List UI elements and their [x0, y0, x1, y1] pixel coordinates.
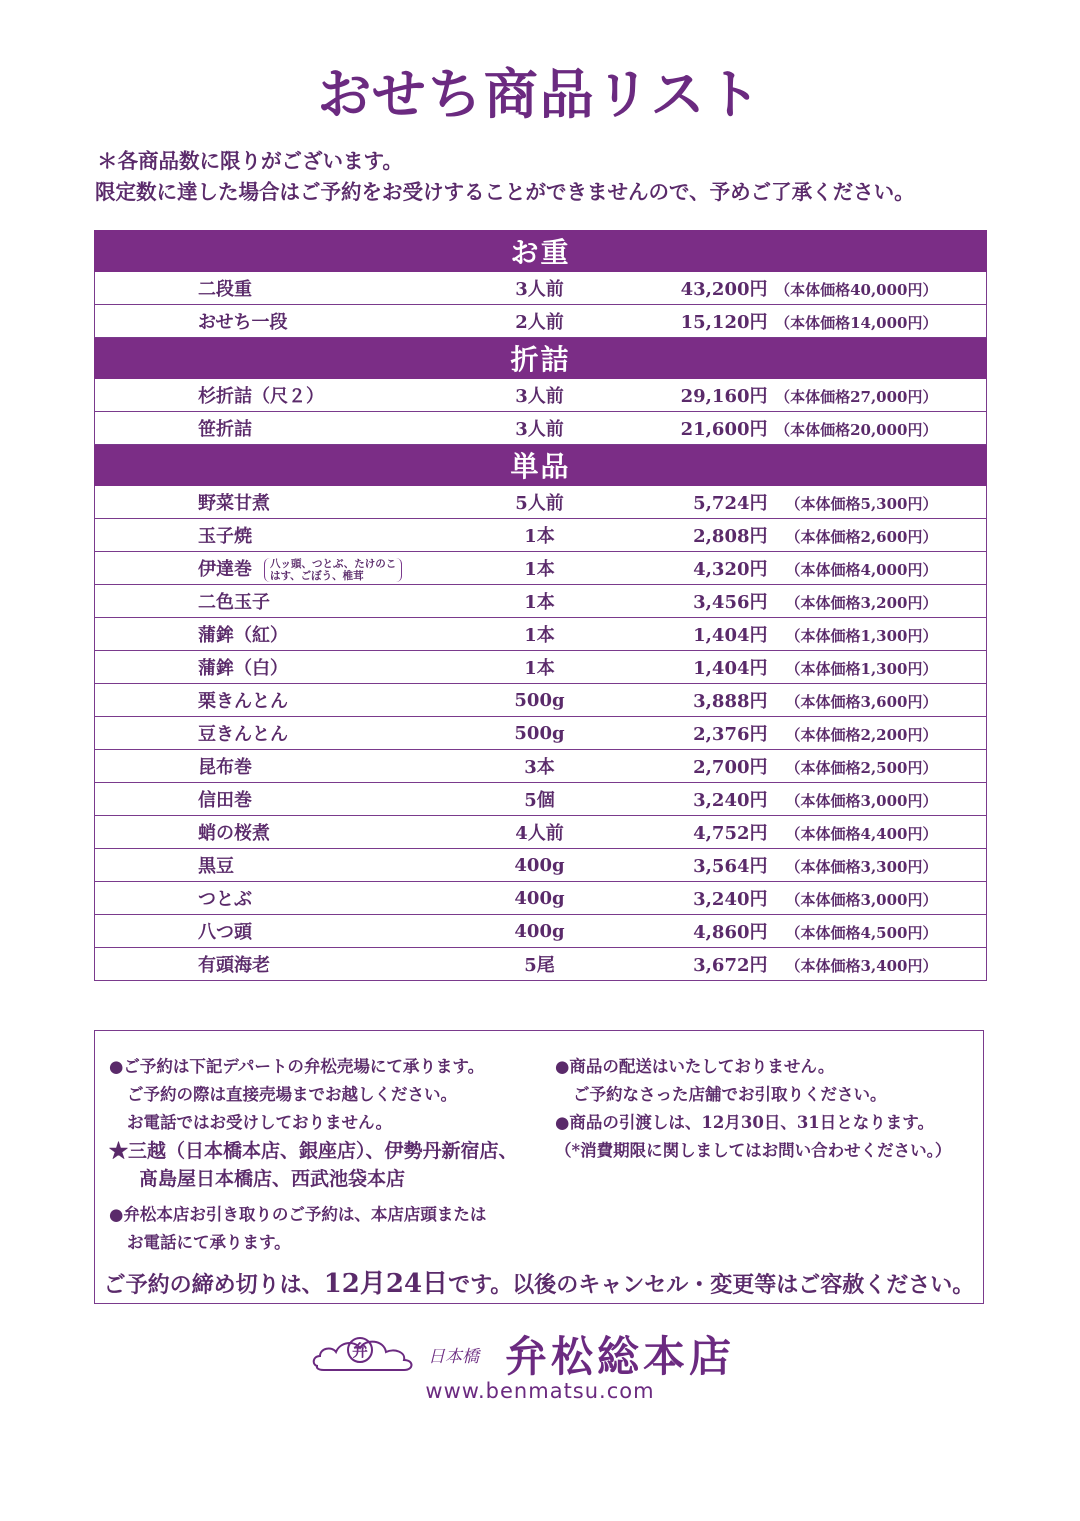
item-quantity: 3本	[440, 750, 640, 783]
item-price-cell	[640, 849, 987, 882]
item-name-cell	[95, 750, 440, 783]
item-quantity: 5尾	[440, 948, 640, 981]
item-name: 野菜甘煮	[198, 493, 270, 514]
item-price: 21,600円	[680, 419, 768, 440]
item-price: 5,724円	[693, 493, 768, 514]
item-name: 二段重	[198, 279, 252, 300]
item-base-price: （本体価格2,600円）	[785, 528, 938, 546]
item-price: 15,120円	[680, 312, 768, 333]
item-note	[264, 558, 402, 582]
item-name: 蒲鉾（紅）	[198, 625, 288, 646]
table-row	[95, 684, 987, 717]
store-list: 髙島屋日本橋店、西武池袋本店	[139, 1168, 406, 1190]
table-row	[95, 585, 987, 618]
table-row	[95, 552, 987, 585]
item-quantity: 400g	[440, 882, 640, 915]
table-row	[95, 915, 987, 948]
item-name-cell	[95, 882, 440, 915]
table-row	[95, 618, 987, 651]
product-table	[94, 230, 987, 981]
deadline-text: です。以後のキャンセル・変更等はご容赦ください。	[448, 1272, 975, 1298]
crest-cloud-icon	[310, 1322, 420, 1378]
item-base-price: （本体価格4,400円）	[785, 825, 938, 843]
item-base-price: （本体価格4,500円）	[785, 924, 938, 942]
table-row	[95, 305, 987, 338]
item-price-cell	[640, 750, 987, 783]
section-title: お重	[95, 231, 987, 272]
item-name-cell	[95, 618, 440, 651]
info-text: ●商品の引渡しは、12月30日、31日となります。	[555, 1113, 934, 1132]
item-quantity: 1本	[440, 519, 640, 552]
page-title: おせち商品リスト	[317, 62, 763, 126]
item-name: おせち一段	[198, 312, 288, 333]
item-price-cell	[640, 585, 987, 618]
item-note-line: はす、ごぼう、椎茸	[270, 569, 364, 582]
item-name: つとぶ	[198, 889, 252, 910]
item-name-cell	[95, 486, 440, 519]
item-price: 3,240円	[693, 790, 768, 811]
item-name-cell	[95, 948, 440, 981]
item-price: 3,564円	[693, 856, 768, 877]
table-row	[95, 272, 987, 305]
section-header	[95, 338, 987, 379]
item-base-price: （本体価格1,300円）	[785, 660, 938, 678]
item-price: 2,808円	[693, 526, 768, 547]
deadline-notice	[95, 1263, 983, 1300]
notice-line-2: 限定数に達した場合はご予約をお受けすることができませんので、予めご了承ください。	[95, 180, 915, 204]
item-name: 蛸の桜煮	[198, 823, 270, 844]
item-quantity: 3人前	[440, 412, 640, 445]
item-price: 1,404円	[693, 625, 768, 646]
item-base-price: （本体価格3,000円）	[785, 891, 938, 909]
item-price-cell	[640, 412, 987, 445]
item-base-price: （本体価格3,300円）	[785, 858, 938, 876]
item-base-price: （本体価格3,000円）	[785, 792, 938, 810]
item-name: 有頭海老	[198, 955, 270, 976]
deadline-text: ご予約の締め切りは、	[103, 1272, 324, 1298]
item-name-cell	[95, 305, 440, 338]
item-base-price: （本体価格20,000円）	[775, 421, 938, 439]
item-price-cell	[640, 915, 987, 948]
item-base-price: （本体価格5,300円）	[785, 495, 938, 513]
item-price-cell	[640, 519, 987, 552]
item-base-price: （本体価格3,200円）	[785, 594, 938, 612]
item-price-cell	[640, 486, 987, 519]
crest-glyph: 弁	[351, 1341, 369, 1360]
item-base-price: （本体価格40,000円）	[775, 281, 938, 299]
item-base-price: （本体価格2,500円）	[785, 759, 938, 777]
table-row	[95, 486, 987, 519]
item-name: 栗きんとん	[198, 691, 288, 712]
item-name: 蒲鉾（白）	[198, 658, 288, 679]
table-row	[95, 816, 987, 849]
item-name: 昆布巻	[198, 757, 252, 778]
table-row	[95, 882, 987, 915]
item-price-cell	[640, 651, 987, 684]
item-quantity: 3人前	[440, 272, 640, 305]
item-base-price: （本体価格27,000円）	[775, 388, 938, 406]
item-name-cell	[95, 915, 440, 948]
section-header	[95, 445, 987, 486]
item-quantity: 1本	[440, 651, 640, 684]
info-text: お電話にて承ります。	[127, 1233, 291, 1252]
brand-name: 弁松総本店	[505, 1332, 736, 1381]
table-row	[95, 412, 987, 445]
item-price-cell	[640, 552, 987, 585]
item-price-cell	[640, 948, 987, 981]
item-price-cell	[640, 816, 987, 849]
item-name: 信田巻	[198, 790, 252, 811]
item-name-cell	[95, 783, 440, 816]
item-price: 4,860円	[693, 922, 768, 943]
notice-line-1: ＊各商品数に限りがございます。	[97, 149, 403, 173]
section-header	[95, 231, 987, 272]
item-name-cell	[95, 585, 440, 618]
item-name: 黒豆	[198, 856, 234, 877]
item-name: 笹折詰	[198, 419, 252, 440]
item-price-cell	[640, 684, 987, 717]
item-price: 4,752円	[693, 823, 768, 844]
item-quantity: 2人前	[440, 305, 640, 338]
item-name: 伊達巻	[198, 558, 252, 580]
item-price: 3,240円	[693, 889, 768, 910]
item-note-line: 八ッ頭、つとぶ、たけのこ	[270, 557, 397, 570]
item-quantity: 500g	[440, 717, 640, 750]
item-price-cell	[640, 882, 987, 915]
item-quantity: 5人前	[440, 486, 640, 519]
table-row	[95, 717, 987, 750]
info-text: ご予約の際は直接売場までお越しください。	[127, 1085, 457, 1104]
item-name-cell	[95, 717, 440, 750]
item-base-price: （本体価格3,600円）	[785, 693, 938, 711]
table-row	[95, 519, 987, 552]
section-title: 単品	[95, 445, 987, 486]
item-name-cell	[95, 552, 440, 585]
info-text: ご予約なさった店舗でお引取りください。	[573, 1085, 887, 1104]
item-name: 玉子焼	[198, 526, 252, 547]
item-base-price: （本体価格1,300円）	[785, 627, 938, 645]
info-right-column	[555, 1053, 975, 1165]
item-base-price: （本体価格2,200円）	[785, 726, 938, 744]
item-price: 29,160円	[680, 386, 768, 407]
item-price-cell	[640, 272, 987, 305]
item-price: 43,200円	[680, 279, 768, 300]
info-text: ●弁松本店お引き取りのご予約は、本店店頭または	[109, 1205, 487, 1224]
item-name-cell	[95, 519, 440, 552]
item-price-cell	[640, 618, 987, 651]
notice	[95, 146, 995, 208]
item-quantity: 1本	[440, 618, 640, 651]
item-name: 豆きんとん	[198, 724, 288, 745]
item-quantity: 500g	[440, 684, 640, 717]
item-price: 2,376円	[693, 724, 768, 745]
item-price: 4,320円	[693, 559, 768, 580]
info-text: （*消費期限に関しましてはお問い合わせください。）	[555, 1141, 952, 1160]
brand-logo	[310, 1322, 770, 1382]
item-name-cell	[95, 379, 440, 412]
item-base-price: （本体価格4,000円）	[785, 561, 938, 579]
table-row	[95, 379, 987, 412]
item-base-price: （本体価格3,400円）	[785, 957, 938, 975]
item-price: 3,672円	[693, 955, 768, 976]
info-box	[94, 1030, 984, 1304]
table-row	[95, 849, 987, 882]
item-name-cell	[95, 849, 440, 882]
info-left-column	[109, 1053, 559, 1257]
table-row	[95, 948, 987, 981]
item-quantity: 400g	[440, 915, 640, 948]
item-quantity: 4人前	[440, 816, 640, 849]
item-quantity: 1本	[440, 552, 640, 585]
info-text: お電話ではお受けしておりません。	[127, 1113, 392, 1132]
item-price: 3,888円	[693, 691, 768, 712]
table-row	[95, 651, 987, 684]
brand-sub: 日本橋	[428, 1347, 479, 1367]
table-row	[95, 783, 987, 816]
item-price: 1,404円	[693, 658, 768, 679]
item-price-cell	[640, 717, 987, 750]
deadline-date: 12月24日	[323, 1269, 449, 1299]
item-name-cell	[95, 272, 440, 305]
item-price-cell	[640, 379, 987, 412]
item-price-cell	[640, 305, 987, 338]
item-price-cell	[640, 783, 987, 816]
item-name: 杉折詰（尺２）	[198, 386, 324, 407]
store-list: ★三越（日本橋本店、銀座店）、伊勢丹新宿店、	[109, 1140, 518, 1162]
item-name: 二色玉子	[198, 592, 270, 613]
item-name-cell	[95, 816, 440, 849]
item-name-cell	[95, 684, 440, 717]
item-base-price: （本体価格14,000円）	[775, 314, 938, 332]
item-quantity: 3人前	[440, 379, 640, 412]
item-name: 八つ頭	[198, 922, 252, 943]
info-text: ●ご予約は下記デパートの弁松売場にて承ります。	[109, 1057, 485, 1076]
item-price: 2,700円	[693, 757, 768, 778]
item-price: 3,456円	[693, 592, 768, 613]
item-quantity: 1本	[440, 585, 640, 618]
table-row	[95, 750, 987, 783]
section-title: 折詰	[95, 338, 987, 379]
item-quantity: 400g	[440, 849, 640, 882]
website-url[interactable]: www.benmatsu.com	[425, 1379, 655, 1403]
item-quantity: 5個	[440, 783, 640, 816]
item-name-cell	[95, 412, 440, 445]
info-text: ●商品の配送はいたしておりません。	[555, 1057, 835, 1076]
item-name-cell	[95, 651, 440, 684]
